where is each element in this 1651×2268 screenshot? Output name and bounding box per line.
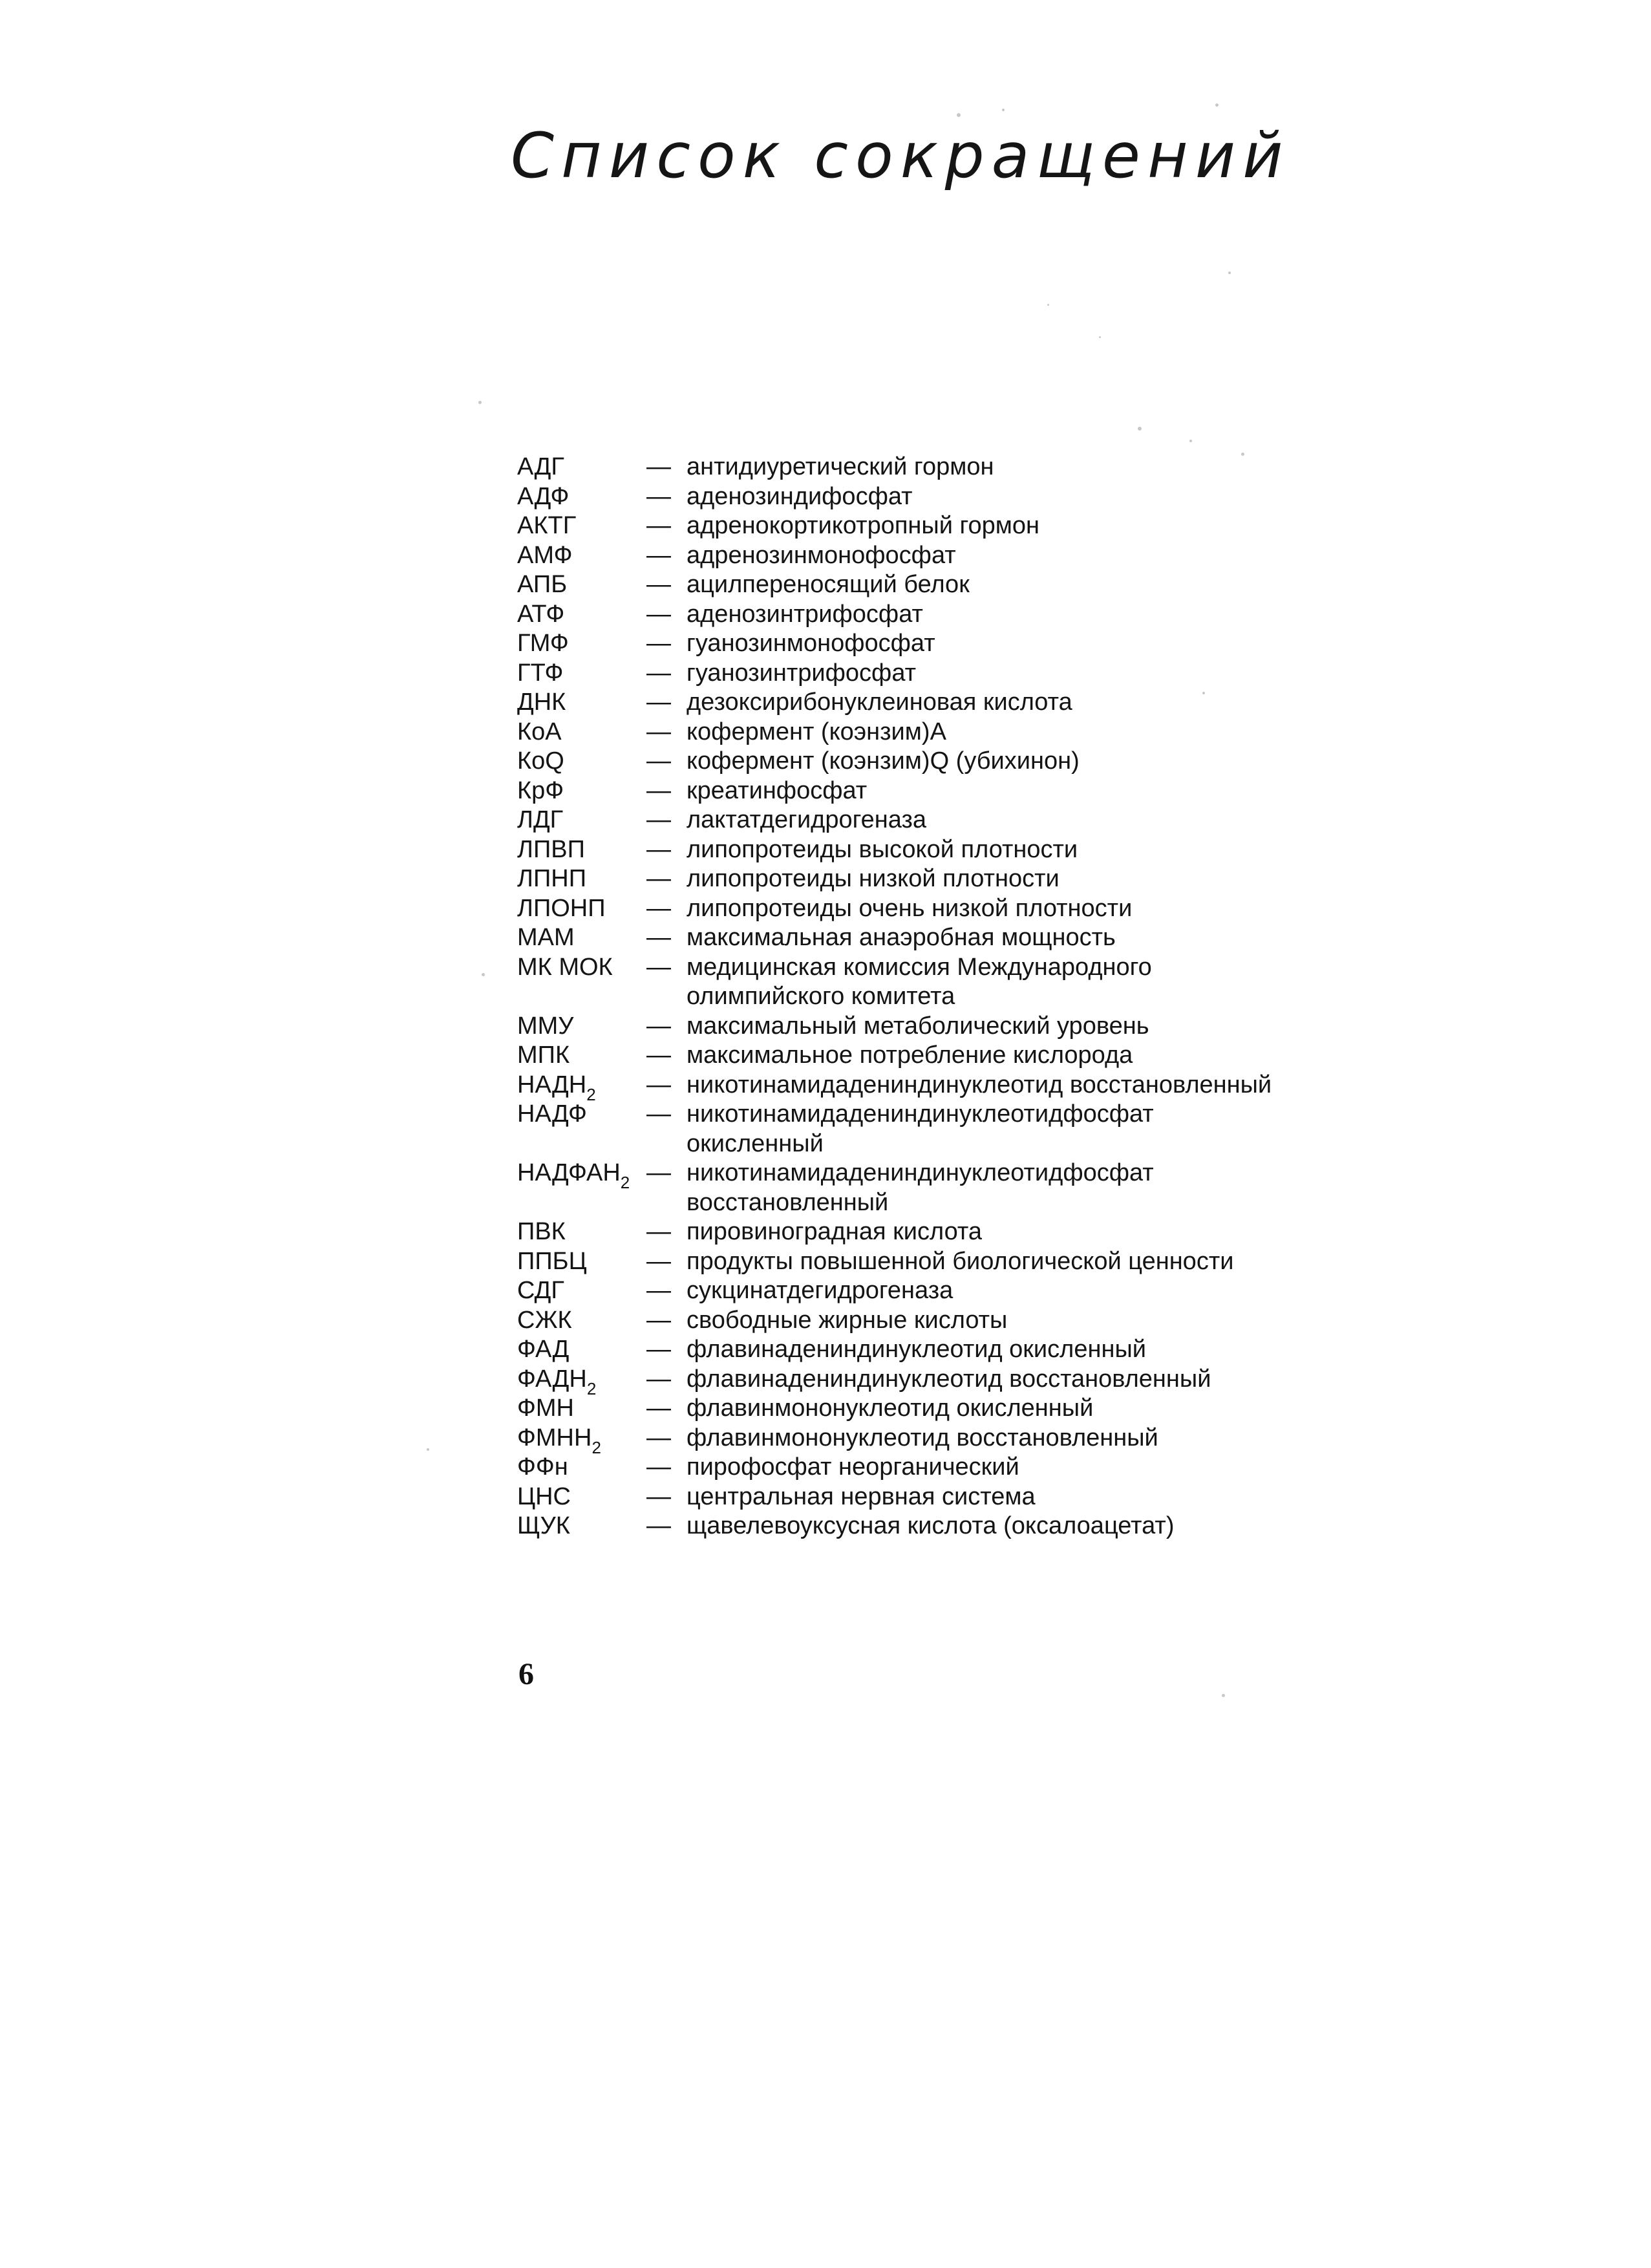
- em-dash: —: [646, 600, 671, 628]
- em-dash: —: [646, 1042, 671, 1069]
- abbreviation-description: [646, 1276, 1293, 1306]
- abbreviation-entry: [517, 1424, 1293, 1457]
- abbreviation-description: [646, 1217, 1293, 1247]
- abbreviation-definition: никотинамидадениндинуклеотидфосфат окисленный: [687, 1100, 1154, 1157]
- abbreviation-definition: кофермент (коэнзим)Q (убихинон): [687, 747, 1080, 775]
- scan-speck: [1138, 427, 1142, 431]
- abbreviation-term-text: АТФ: [517, 600, 565, 628]
- abbreviation-definition: щавелевоуксусная кислота (оксалоацетат): [687, 1512, 1175, 1539]
- abbreviation-term-text: ЛПНП: [517, 865, 587, 892]
- abbreviation-term: [517, 629, 646, 659]
- abbreviation-entry: [517, 541, 1293, 571]
- abbreviation-term: [517, 1071, 646, 1104]
- abbreviation-term: [517, 1217, 646, 1247]
- abbreviation-term: [517, 541, 646, 571]
- scan-speck: [482, 973, 485, 976]
- abbreviation-description: [646, 747, 1293, 776]
- page-title: Список сокращений: [511, 120, 1290, 192]
- abbreviation-term: [517, 1012, 646, 1042]
- abbreviation-term: [517, 1335, 646, 1365]
- em-dash: —: [646, 718, 671, 745]
- abbreviation-definition: креатинфосфат: [687, 776, 868, 804]
- em-dash: —: [646, 482, 671, 510]
- abbreviation-entry: [517, 718, 1293, 747]
- scan-speck: [1215, 103, 1219, 107]
- abbreviation-definition: продукты повышенной биологической ценности: [687, 1247, 1234, 1275]
- abbreviation-definition: дезоксирибонуклеиновая кислота: [687, 689, 1072, 716]
- abbreviation-description: [646, 864, 1293, 894]
- abbreviation-entry: [517, 776, 1293, 806]
- abbreviation-description: [646, 1365, 1293, 1395]
- abbreviation-term: [517, 1247, 646, 1277]
- abbreviation-term: [517, 1394, 646, 1424]
- abbreviation-term-text: ФФн: [517, 1453, 568, 1481]
- abbreviation-term-text: ЛДГ: [517, 806, 564, 833]
- abbreviation-definition: гуанозинмонофосфат: [687, 630, 935, 657]
- abbreviation-definition: флавинмононуклеотид окисленный: [687, 1395, 1094, 1422]
- abbreviation-entry: [517, 1512, 1293, 1541]
- abbreviation-definition: флавинадениндинуклеотид окисленный: [687, 1336, 1146, 1363]
- abbreviation-term: [517, 806, 646, 835]
- abbreviation-term: [517, 688, 646, 718]
- abbreviation-term-text: ГТФ: [517, 659, 564, 687]
- abbreviation-entry: [517, 1306, 1293, 1336]
- em-dash: —: [646, 835, 671, 863]
- abbreviation-term-text: АДГ: [517, 453, 564, 480]
- em-dash: —: [646, 894, 671, 922]
- abbreviation-description: [646, 453, 1293, 482]
- abbreviation-definition: аденозинтрифосфат: [687, 600, 923, 628]
- em-dash: —: [646, 865, 671, 892]
- abbreviation-term-text: МК МОК: [517, 953, 613, 981]
- abbreviation-term: [517, 1100, 646, 1159]
- abbreviation-term-text: ГМФ: [517, 630, 569, 657]
- abbreviation-term: [517, 1453, 646, 1482]
- abbreviation-term: [517, 1424, 646, 1457]
- abbreviation-definition: свободные жирные кислоты: [687, 1306, 1008, 1334]
- em-dash: —: [646, 512, 671, 539]
- abbreviation-term-text: ППБЦ: [517, 1247, 587, 1275]
- abbreviation-term-text: ФАДН: [517, 1365, 587, 1393]
- abbreviation-entry: [517, 570, 1293, 600]
- em-dash: —: [646, 1453, 671, 1481]
- abbreviation-description: [646, 923, 1293, 953]
- page-number: 6: [518, 1657, 534, 1691]
- abbreviation-term: [517, 1159, 646, 1217]
- abbreviation-entry: [517, 1041, 1293, 1071]
- abbreviation-term-text: АДФ: [517, 482, 570, 510]
- abbreviation-term: [517, 894, 646, 924]
- abbreviation-description: [646, 1159, 1293, 1217]
- em-dash: —: [646, 659, 671, 687]
- scan-speck: [1202, 692, 1205, 694]
- abbreviation-entry: [517, 1100, 1293, 1159]
- abbreviation-description: [646, 1306, 1293, 1336]
- scan-speck: [1047, 304, 1049, 306]
- em-dash: —: [646, 571, 671, 598]
- abbreviation-entry: [517, 482, 1293, 512]
- abbreviation-description: [646, 1453, 1293, 1482]
- abbreviation-term: [517, 953, 646, 1012]
- abbreviation-subscript: 2: [620, 1173, 630, 1192]
- scan-speck: [1099, 336, 1101, 338]
- abbreviation-term: [517, 1482, 646, 1512]
- abbreviation-entry: [517, 1247, 1293, 1277]
- abbreviation-term: [517, 482, 646, 512]
- em-dash: —: [646, 953, 671, 981]
- abbreviation-description: [646, 776, 1293, 806]
- abbreviation-definition: никотинамидадениндинуклеотидфосфат восстановленный: [687, 1159, 1154, 1216]
- abbreviation-description: [646, 806, 1293, 835]
- abbreviation-definition: кофермент (коэнзим)А: [687, 718, 946, 745]
- abbreviation-definition: гуанозинтрифосфат: [687, 659, 917, 687]
- abbreviation-definition: максимальная анаэробная мощность: [687, 924, 1116, 951]
- abbreviation-entry: [517, 688, 1293, 718]
- abbreviation-description: [646, 482, 1293, 512]
- abbreviation-entry: [517, 1335, 1293, 1365]
- abbreviation-term: [517, 511, 646, 541]
- abbreviation-description: [646, 1100, 1293, 1159]
- abbreviation-description: [646, 1012, 1293, 1042]
- abbreviation-term: [517, 1512, 646, 1541]
- abbreviation-entry: [517, 511, 1293, 541]
- abbreviation-term-text: АКТГ: [517, 512, 577, 539]
- abbreviation-subscript: 2: [591, 1437, 601, 1457]
- abbreviation-term: [517, 1276, 646, 1306]
- abbreviation-entry: [517, 1071, 1293, 1104]
- abbreviation-entry: [517, 1276, 1293, 1306]
- em-dash: —: [646, 1424, 671, 1451]
- abbreviation-definition: аденозиндифосфат: [687, 482, 913, 510]
- em-dash: —: [646, 1365, 671, 1393]
- abbreviation-term-text: ФМНН: [517, 1424, 592, 1451]
- em-dash: —: [646, 1100, 671, 1128]
- abbreviation-term: [517, 659, 646, 689]
- abbreviation-entry: [517, 1394, 1293, 1424]
- abbreviation-term-text: НАДН: [517, 1071, 587, 1098]
- abbreviation-entry: [517, 600, 1293, 630]
- abbreviation-entry: [517, 1482, 1293, 1512]
- em-dash: —: [646, 1395, 671, 1422]
- scan-speck: [1002, 109, 1005, 111]
- abbreviation-definition: пировиноградная кислота: [687, 1218, 983, 1245]
- abbreviation-term-text: КрФ: [517, 776, 564, 804]
- abbreviation-term-text: СДГ: [517, 1277, 564, 1304]
- em-dash: —: [646, 1306, 671, 1334]
- abbreviation-term: [517, 1365, 646, 1398]
- abbreviation-term-text: ЦНС: [517, 1482, 571, 1510]
- abbreviation-term-text: КоQ: [517, 747, 564, 775]
- abbreviation-definition: максимальный метаболический уровень: [687, 1012, 1149, 1040]
- abbreviation-term-text: ФАД: [517, 1336, 570, 1363]
- abbreviation-description: [646, 1247, 1293, 1277]
- abbreviation-definition: центральная нервная система: [687, 1482, 1036, 1510]
- abbreviation-entry: [517, 659, 1293, 689]
- abbreviation-definition: пирофосфат неорганический: [687, 1453, 1019, 1481]
- abbreviation-term: [517, 864, 646, 894]
- abbreviation-term-text: ДНК: [517, 689, 566, 716]
- em-dash: —: [646, 541, 671, 569]
- abbreviation-description: [646, 1041, 1293, 1071]
- abbreviation-definition: ацилпереносящий белок: [687, 571, 970, 598]
- abbreviation-definition: липопротеиды очень низкой плотности: [687, 894, 1133, 922]
- abbreviation-term-text: ММУ: [517, 1012, 574, 1040]
- abbreviation-entry: [517, 835, 1293, 865]
- scan-speck: [1241, 453, 1244, 456]
- abbreviation-definition: сукцинатдегидрогеназа: [687, 1277, 953, 1304]
- em-dash: —: [646, 924, 671, 951]
- abbreviation-term-text: НАДФАН: [517, 1159, 621, 1186]
- abbreviation-description: [646, 629, 1293, 659]
- abbreviation-definition: адренозинмонофосфат: [687, 541, 956, 569]
- abbreviation-term: [517, 923, 646, 953]
- abbreviation-description: [646, 688, 1293, 718]
- abbreviation-term: [517, 1306, 646, 1336]
- abbreviation-entry: [517, 806, 1293, 835]
- scan-speck: [427, 1448, 429, 1451]
- abbreviation-description: [646, 600, 1293, 630]
- abbreviation-term-text: МАМ: [517, 924, 575, 951]
- abbreviation-definition: липопротеиды низкой плотности: [687, 865, 1060, 892]
- abbreviation-term: [517, 1041, 646, 1071]
- abbreviation-description: [646, 835, 1293, 865]
- abbreviation-entry: [517, 864, 1293, 894]
- em-dash: —: [646, 1482, 671, 1510]
- abbreviation-definition: липопротеиды высокой плотности: [687, 835, 1078, 863]
- em-dash: —: [646, 453, 671, 480]
- em-dash: —: [646, 1512, 671, 1539]
- abbreviation-definition: флавинадениндинуклеотид восстановленный: [687, 1365, 1211, 1393]
- abbreviation-entry: [517, 953, 1293, 1012]
- abbreviation-entry: [517, 1159, 1293, 1217]
- abbreviation-term: [517, 453, 646, 482]
- abbreviation-definition: антидиуретический гормон: [687, 453, 994, 480]
- abbreviation-term: [517, 835, 646, 865]
- em-dash: —: [646, 1218, 671, 1245]
- em-dash: —: [646, 630, 671, 657]
- scan-speck: [1222, 1694, 1225, 1697]
- abbreviation-term-text: ПВК: [517, 1218, 566, 1245]
- em-dash: —: [646, 1012, 671, 1040]
- abbreviation-description: [646, 511, 1293, 541]
- scan-speck: [1189, 440, 1192, 442]
- abbreviation-definition: флавинмононуклеотид восстановленный: [687, 1424, 1158, 1451]
- em-dash: —: [646, 1277, 671, 1304]
- abbreviation-description: [646, 1394, 1293, 1424]
- abbreviation-entry: [517, 923, 1293, 953]
- scan-speck: [478, 401, 482, 404]
- abbreviation-entry: [517, 629, 1293, 659]
- abbreviation-term-text: КоА: [517, 718, 562, 745]
- abbreviation-term-text: НАДФ: [517, 1100, 587, 1128]
- abbreviation-description: [646, 1335, 1293, 1365]
- em-dash: —: [646, 1336, 671, 1363]
- abbreviation-entry: [517, 1365, 1293, 1398]
- abbreviation-description: [646, 570, 1293, 600]
- abbreviation-term-text: ЛПВП: [517, 835, 585, 863]
- em-dash: —: [646, 689, 671, 716]
- abbreviation-term: [517, 747, 646, 776]
- abbreviation-description: [646, 659, 1293, 689]
- em-dash: —: [646, 747, 671, 775]
- abbreviation-term-text: СЖК: [517, 1306, 572, 1334]
- abbreviation-entry: [517, 453, 1293, 482]
- abbreviation-term: [517, 718, 646, 747]
- scan-speck: [1228, 272, 1231, 274]
- abbreviation-term-text: АМФ: [517, 541, 573, 569]
- em-dash: —: [646, 1071, 671, 1098]
- abbreviation-description: [646, 953, 1293, 1012]
- abbreviation-term: [517, 600, 646, 630]
- abbreviation-entry: [517, 1453, 1293, 1482]
- em-dash: —: [646, 1247, 671, 1275]
- em-dash: —: [646, 776, 671, 804]
- abbreviation-entry: [517, 747, 1293, 776]
- abbreviation-definition: медицинская комиссия Международного олимпийского комитета: [687, 953, 1152, 1010]
- abbreviation-entry: [517, 1217, 1293, 1247]
- abbreviation-definition: никотинамидадениндинуклеотид восстановленный: [687, 1071, 1272, 1098]
- scan-speck: [957, 113, 961, 117]
- abbreviation-term: [517, 776, 646, 806]
- abbreviation-entry: [517, 894, 1293, 924]
- abbreviation-definition: лактатдегидрогеназа: [687, 806, 927, 833]
- abbreviation-definition: адренокортикотропный гормон: [687, 512, 1040, 539]
- abbreviation-term-text: МПК: [517, 1042, 570, 1069]
- abbreviation-description: [646, 541, 1293, 571]
- abbreviation-list: [517, 453, 1293, 1541]
- abbreviation-subscript: 2: [586, 1378, 597, 1398]
- abbreviation-term: [517, 570, 646, 600]
- abbreviation-term-text: ЩУК: [517, 1512, 570, 1539]
- abbreviation-description: [646, 718, 1293, 747]
- abbreviation-term-text: АПБ: [517, 571, 568, 598]
- em-dash: —: [646, 1159, 671, 1186]
- abbreviation-description: [646, 1482, 1293, 1512]
- abbreviation-subscript: 2: [586, 1084, 596, 1104]
- abbreviation-term-text: ФМН: [517, 1395, 574, 1422]
- abbreviation-term-text: ЛПОНП: [517, 894, 606, 922]
- abbreviation-description: [646, 1071, 1293, 1100]
- em-dash: —: [646, 806, 671, 833]
- abbreviation-definition: максимальное потребление кислорода: [687, 1042, 1133, 1069]
- abbreviation-description: [646, 894, 1293, 924]
- abbreviation-description: [646, 1424, 1293, 1453]
- abbreviation-entry: [517, 1012, 1293, 1042]
- abbreviation-description: [646, 1512, 1293, 1541]
